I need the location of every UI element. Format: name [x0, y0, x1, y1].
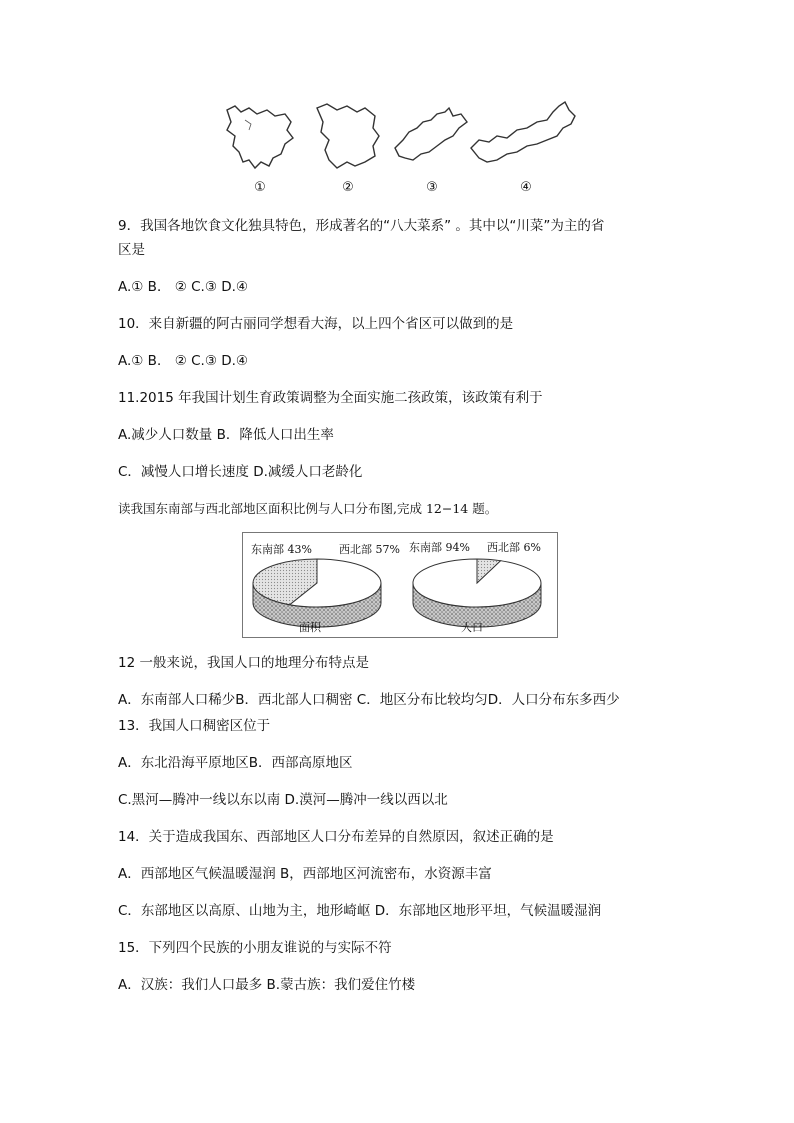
question-14-stem: 14．关于造成我国东、西部地区人口分布差异的自然原因，叙述正确的是 — [118, 829, 554, 845]
map-label-2: ② — [342, 180, 354, 195]
map-label-3: ③ — [426, 180, 438, 195]
question-10-options: A.① B． ② C.③ D.④ — [118, 353, 249, 369]
questions-12-14-intro: 读我国东南部与西北部地区面积比例与人口分布图,完成 12−14 题。 — [118, 501, 498, 516]
question-14-options-2: C．东部地区以高原、山地为主，地形崎岖 D．东部地区地形平坦，气候温暖湿润 — [118, 903, 602, 919]
area-chart-label-northwest: 西北部 57% — [339, 543, 400, 556]
population-chart-label-northwest: 西北部 6% — [487, 541, 541, 554]
province-map-2 — [303, 100, 393, 195]
area-chart-label-southeast: 东南部 43% — [251, 543, 312, 556]
question-11-options-1: A.减少人口数量 B．降低人口出生率 — [118, 427, 334, 443]
question-13-options-1: A．东北沿海平原地区B．西部高原地区 — [118, 755, 353, 771]
question-13-options-2: C.黑河—腾冲一线以东以南 D.漠河—腾冲一线以西以北 — [118, 792, 448, 808]
question-11-stem: 11.2015 年我国计划生育政策调整为全面实施二孩政策，该政策有利于 — [118, 390, 543, 406]
province-shape-1 — [215, 100, 305, 180]
question-9-stem-line-1: 9．我国各地饮食文化独具特色，形成著名的“八大菜系” 。其中以“川菜”为主的省 — [118, 218, 605, 234]
province-map-3 — [387, 100, 477, 195]
question-12-options: A．东南部人口稀少B．西北部人口稠密 C．地区分布比较均匀D．人口分布东多西少 — [118, 692, 620, 708]
question-14-options-1: A．西部地区气候温暖湿润 B，西部地区河流密布，水资源丰富 — [118, 866, 492, 882]
province-shape-2 — [303, 100, 393, 180]
question-12-stem: 12 一般来说，我国人口的地理分布特点是 — [118, 655, 369, 671]
question-9-stem-line-2: 区是 — [118, 242, 145, 258]
question-9-options: A.① B． ② C.③ D.④ — [118, 279, 249, 295]
province-map-4 — [467, 100, 585, 195]
question-15-options-1: A．汉族：我们人口最多 B.蒙古族：我们爱住竹楼 — [118, 977, 416, 993]
question-10-stem: 10．来自新疆的阿古丽同学想看大海，以上四个省区可以做到的是 — [118, 316, 514, 332]
question-11-options-2: C．减慢人口增长速度 D.减缓人口老龄化 — [118, 464, 363, 480]
area-chart-title: 面积 — [299, 621, 321, 634]
question-13-stem: 13．我国人口稠密区位于 — [118, 718, 271, 734]
map-label-4: ④ — [520, 180, 532, 195]
population-chart-title: 人口 — [461, 621, 483, 634]
province-maps-figure — [215, 100, 585, 195]
province-shape-3 — [387, 100, 477, 180]
population-chart-label-southeast: 东南部 94% — [409, 541, 470, 554]
pie-charts-figure — [242, 532, 558, 638]
map-label-1: ① — [254, 180, 266, 195]
province-map-1 — [215, 100, 305, 195]
province-shape-4 — [467, 100, 585, 180]
question-15-stem: 15．下列四个民族的小朋友谁说的与实际不符 — [118, 940, 392, 956]
